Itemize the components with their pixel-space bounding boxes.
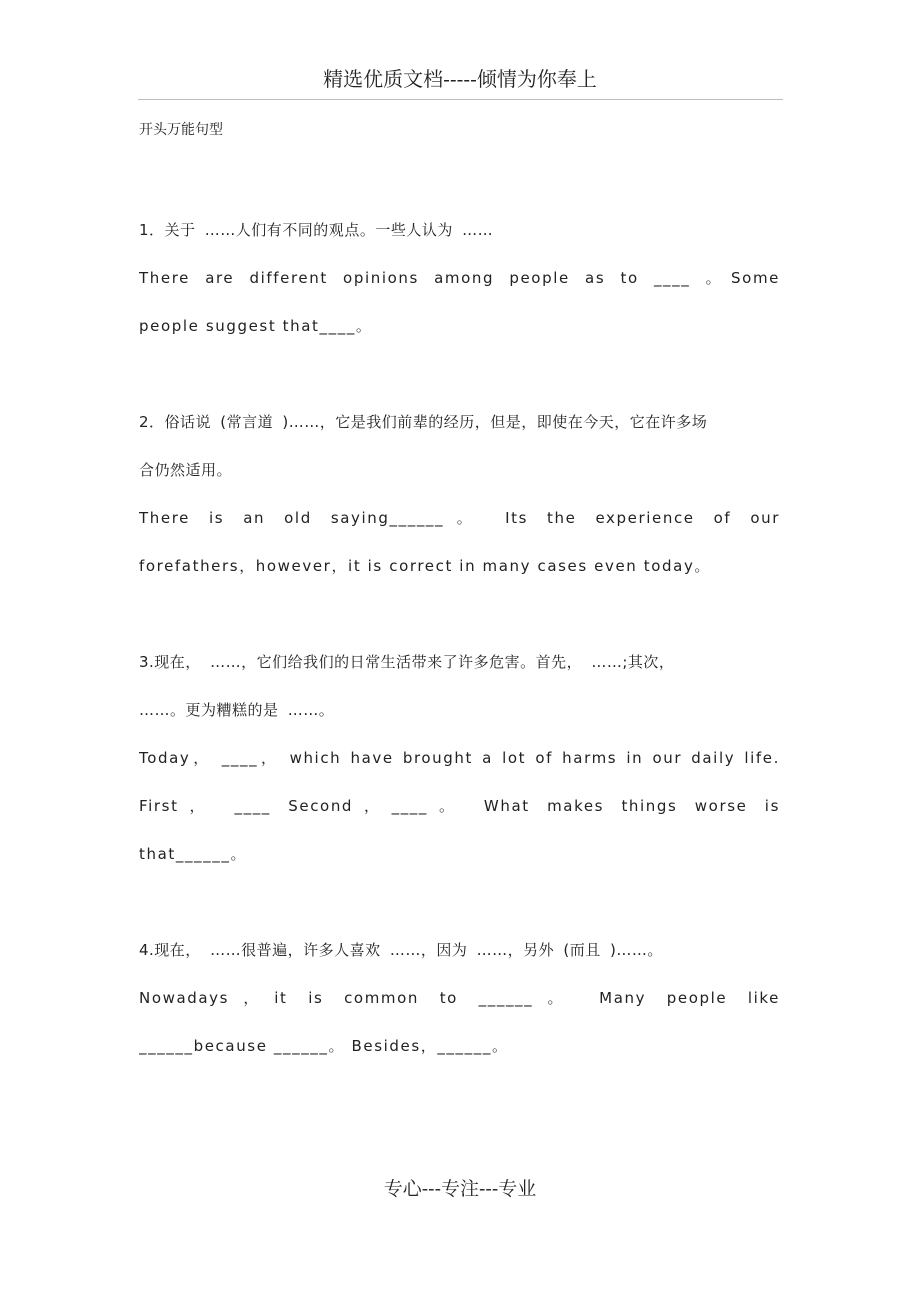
document-body xyxy=(139,206,780,1070)
section-2-english-line-2: forefathers，however，it is correct in many cases even today。 xyxy=(139,557,712,575)
document-title: 开头万能句型 xyxy=(139,122,223,138)
section-spacer xyxy=(139,350,780,398)
section-4 xyxy=(139,926,780,1070)
section-3-english-line-3: that______。 xyxy=(139,845,248,863)
section-2 xyxy=(139,398,780,590)
section-3-english-line-1: Today， ____， which have brought a lot of harms in our daily life. xyxy=(139,749,780,767)
section-4-english-line-2: ______because ______。 Besides，______。 xyxy=(139,1037,509,1055)
section-4-chinese-line-1: 4.现在， ……很普遍，许多人喜欢 ……，因为 ……，另外 (而且 )……。 xyxy=(139,941,663,959)
section-3-chinese-line-2: ……。更为糟糕的是 ……。 xyxy=(139,701,335,719)
section-2-chinese-line-2: 合仍然适用。 xyxy=(139,461,233,479)
section-2-chinese-line-1: 2．俗话说 (常言道 )……，它是我们前辈的经历，但是，即使在今天，它在许多场 xyxy=(139,413,708,431)
page-header-title: 精选优质文档-----倾情为你奉上 xyxy=(323,67,597,91)
section-1 xyxy=(139,206,780,350)
section-3 xyxy=(139,638,780,878)
section-2-english-line-1: There is an old saying______。 Its the experience of our xyxy=(139,509,780,527)
page-footer: 专心---专注---专业 xyxy=(383,1178,537,1200)
section-1-chinese-line-1: 1．关于 ……人们有不同的观点。一些人认为 …… xyxy=(139,221,494,239)
section-4-english-line-1: Nowadays，it is common to ______。 Many people like xyxy=(139,989,780,1007)
section-1-english-line-1: There are different opinions among people as to ____ 。Some xyxy=(139,269,780,287)
header-divider xyxy=(138,99,783,100)
section-1-english-line-2: people suggest that____。 xyxy=(139,317,373,335)
section-3-chinese-line-1: 3.现在， ……，它们给我们的日常生活带来了许多危害。首先， ……;其次， xyxy=(139,653,675,671)
section-3-english-line-2: First， ____ Second，____。 What makes things worse is xyxy=(139,797,780,815)
section-spacer xyxy=(139,590,780,638)
section-spacer xyxy=(139,878,780,926)
